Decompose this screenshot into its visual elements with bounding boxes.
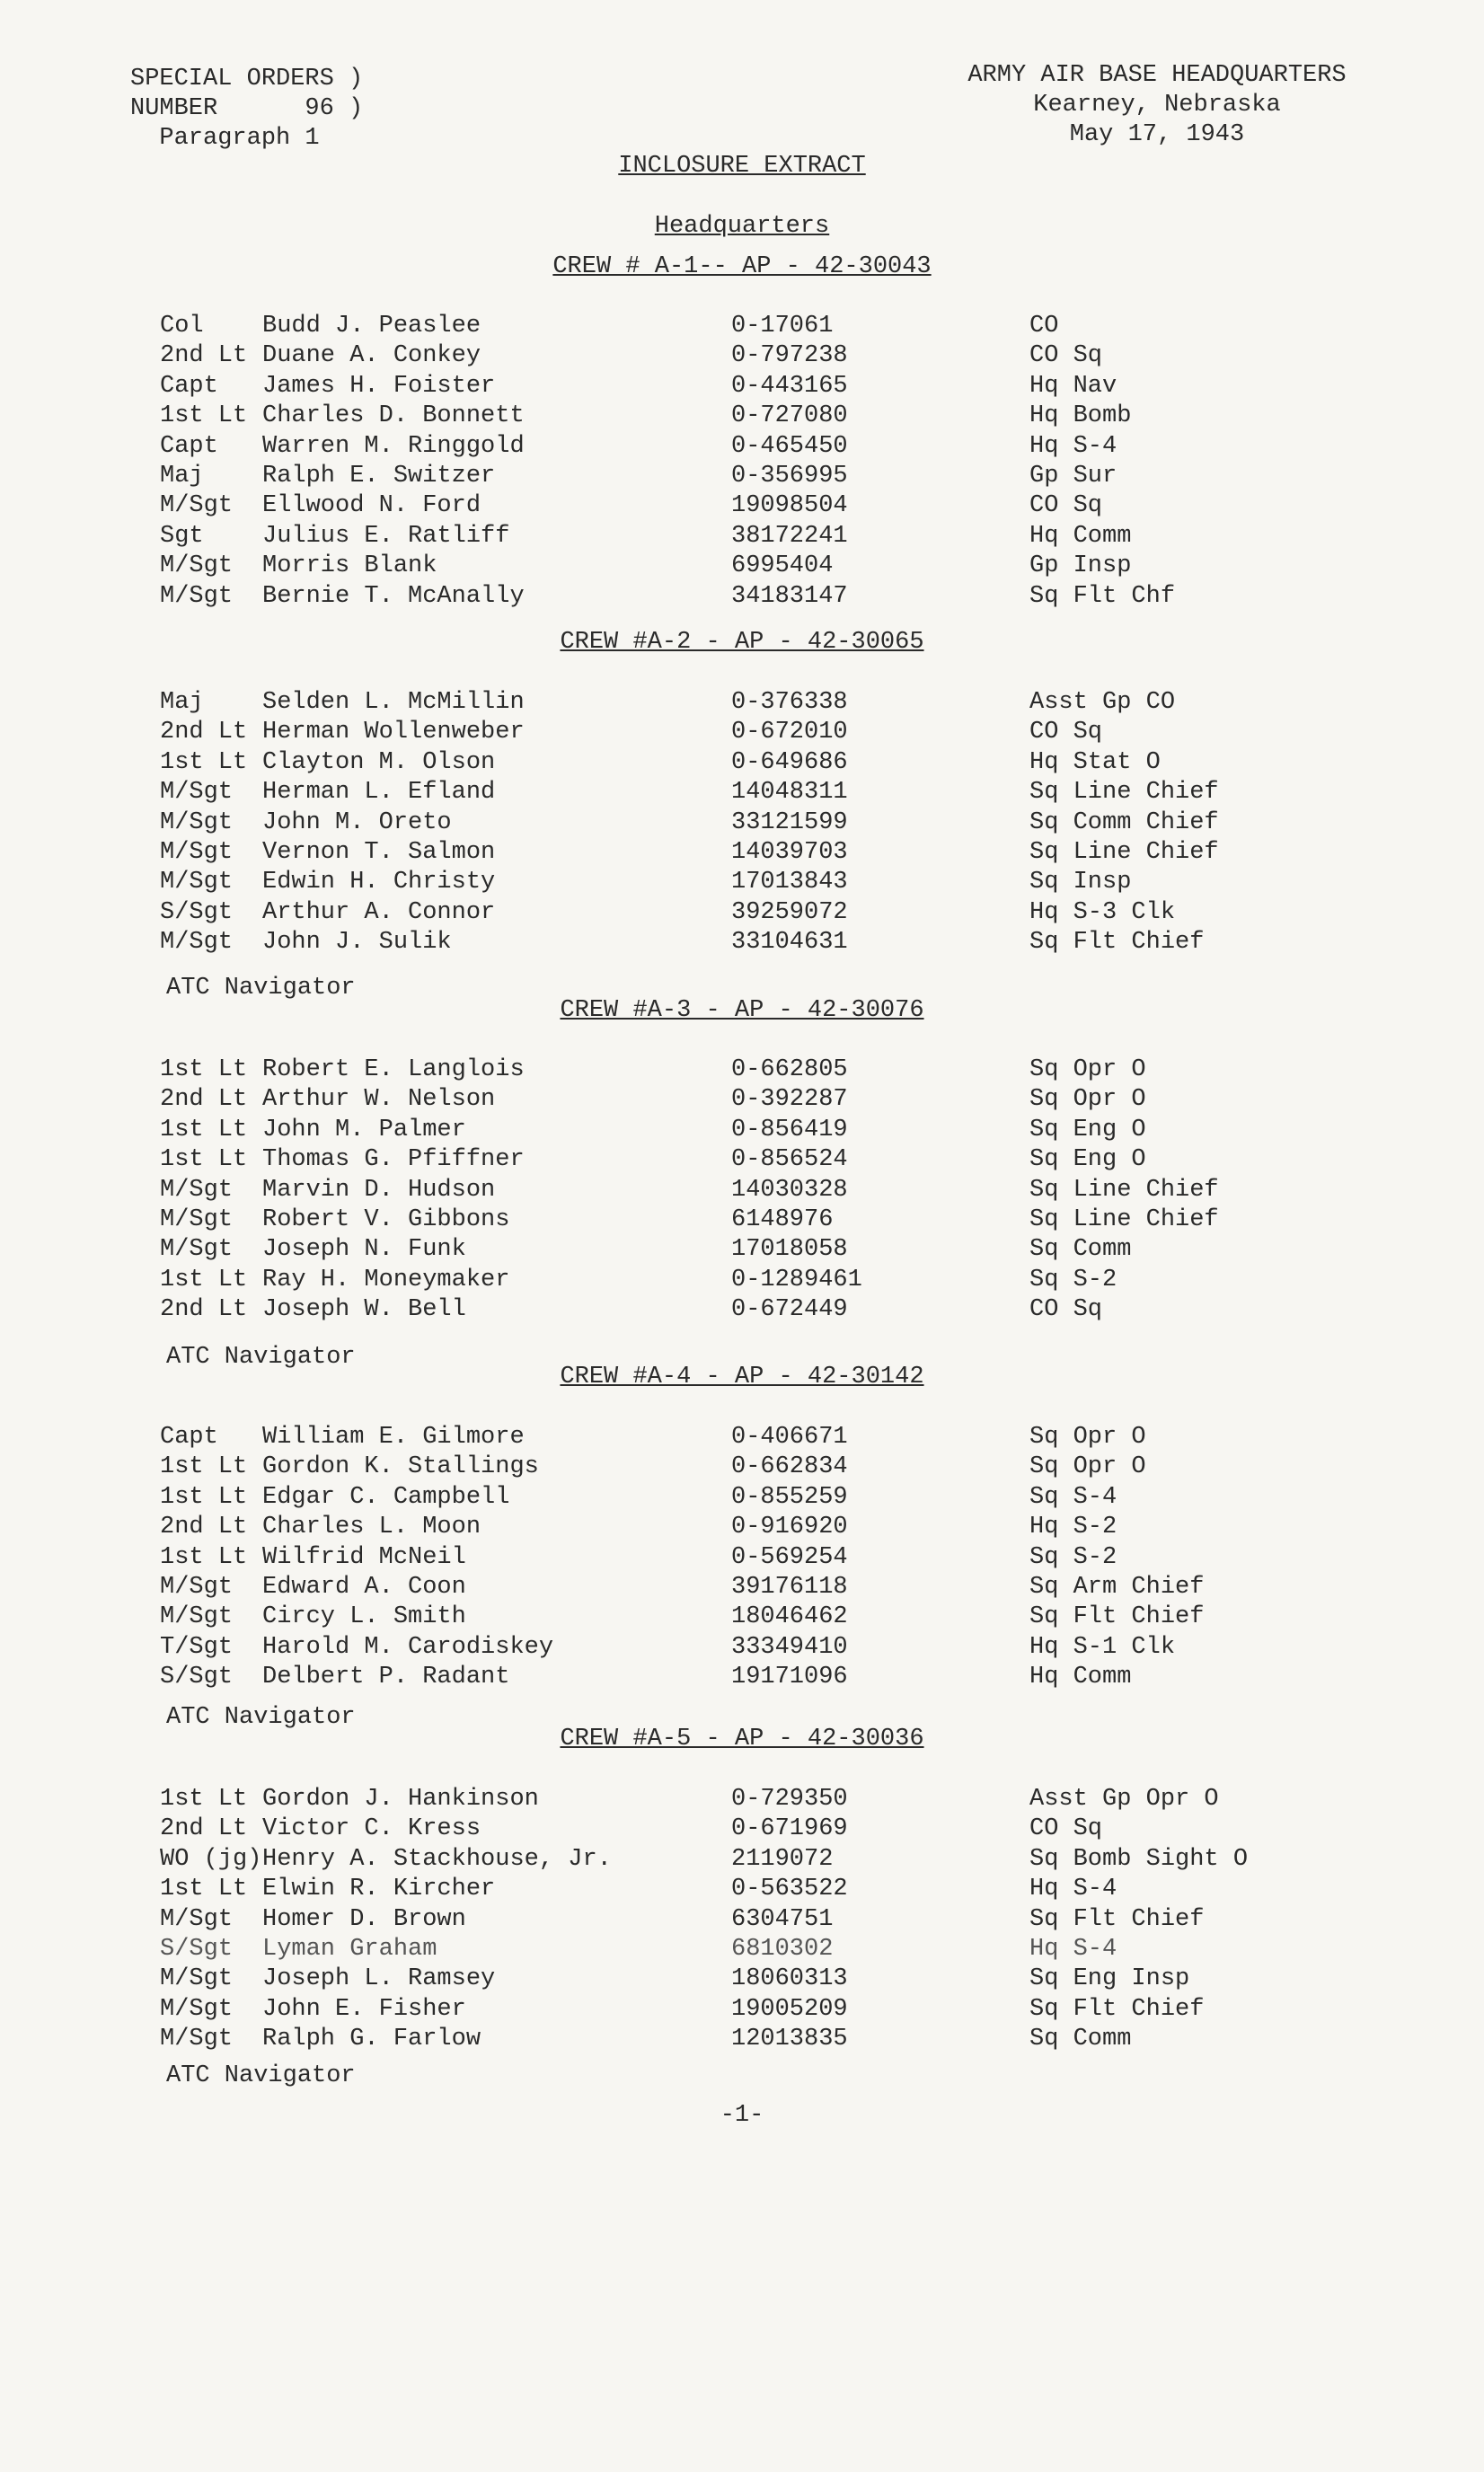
- member-assignment: Sq Flt Chief: [1029, 1995, 1205, 2023]
- crew-member-row: [0, 552, 1484, 581]
- member-rank: Sgt: [160, 522, 204, 550]
- member-rank: T/Sgt: [160, 1633, 234, 1661]
- member-assignment: Sq Opr O: [1029, 1086, 1146, 1114]
- header-right-line: Kearney, Nebraska: [1033, 92, 1281, 119]
- member-assignment: Hq S-4: [1029, 432, 1117, 460]
- member-assignment: CO Sq: [1029, 1296, 1103, 1324]
- member-name: Herman L. Efland: [262, 779, 496, 807]
- member-serial: 0-797238: [731, 342, 848, 370]
- member-assignment: Asst Gp Opr O: [1029, 1786, 1219, 1813]
- header-left-line: Paragraph 1: [130, 125, 320, 152]
- member-name: Morris Blank: [262, 552, 437, 580]
- member-assignment: Sq Flt Chief: [1029, 1905, 1205, 1933]
- member-serial: 0-392287: [731, 1086, 848, 1114]
- member-rank: 1st Lt: [160, 1786, 248, 1813]
- member-assignment: CO Sq: [1029, 342, 1103, 370]
- crew-member-row: [0, 1423, 1484, 1452]
- crew-member-row: [0, 1085, 1484, 1115]
- special-orders-header: [130, 65, 363, 154]
- member-name: Gordon J. Hankinson: [262, 1786, 539, 1813]
- member-serial: 0-649686: [731, 748, 848, 776]
- member-assignment: Asst Gp CO: [1029, 689, 1176, 716]
- crew-heading: CREW #A-4 - AP - 42-30142: [560, 1364, 924, 1390]
- crew-heading: CREW # A-1-- AP - 42-30043: [552, 253, 932, 280]
- crew-member-row: [0, 491, 1484, 521]
- member-rank: M/Sgt: [160, 808, 234, 836]
- member-serial: 18046462: [731, 1603, 848, 1631]
- crew-member-row: [0, 462, 1484, 491]
- member-rank: Maj: [160, 689, 204, 716]
- member-assignment: Hq Comm: [1029, 522, 1132, 550]
- member-assignment: Sq Arm Chief: [1029, 1573, 1205, 1601]
- crew-roster: [0, 312, 1484, 612]
- crew-member-row: [0, 1785, 1484, 1814]
- member-name: Arthur A. Connor: [262, 898, 496, 926]
- member-name: Gordon K. Stallings: [262, 1453, 539, 1481]
- member-serial: 0-563522: [731, 1876, 848, 1903]
- atc-navigator-note: ATC Navigator: [166, 1704, 356, 1731]
- crew-member-row: [0, 1663, 1484, 1692]
- member-rank: M/Sgt: [160, 492, 234, 520]
- member-rank: M/Sgt: [160, 582, 234, 610]
- member-assignment: Sq Opr O: [1029, 1424, 1146, 1451]
- member-rank: M/Sgt: [160, 1176, 234, 1204]
- member-name: John E. Fisher: [262, 1995, 466, 2023]
- member-serial: 0-1289461: [731, 1266, 862, 1293]
- member-serial: 0-376338: [731, 689, 848, 716]
- member-name: James H. Foister: [262, 372, 496, 400]
- member-name: Budd J. Peaslee: [262, 313, 481, 340]
- member-name: Herman Wollenweber: [262, 719, 525, 746]
- member-assignment: Hq Stat O: [1029, 748, 1161, 776]
- member-name: Ellwood N. Ford: [262, 492, 481, 520]
- member-assignment: Hq Nav: [1029, 372, 1117, 400]
- member-serial: 19005209: [731, 1995, 848, 2023]
- crew-member-row: [0, 1235, 1484, 1265]
- member-assignment: Hq Comm: [1029, 1664, 1132, 1691]
- crew-member-row: [0, 1266, 1484, 1295]
- member-rank: 2nd Lt: [160, 719, 248, 746]
- crew-member-row: [0, 312, 1484, 341]
- member-assignment: Sq Line Chief: [1029, 1205, 1219, 1233]
- atc-navigator-note: ATC Navigator: [166, 1344, 356, 1371]
- crew-member-row: [0, 1935, 1484, 1964]
- member-serial: 0-856419: [731, 1116, 848, 1143]
- member-serial: 0-727080: [731, 402, 848, 430]
- header-right-line: ARMY AIR BASE HEADQUARTERS: [967, 62, 1347, 89]
- member-assignment: Sq Line Chief: [1029, 1176, 1219, 1204]
- crew-roster: [0, 688, 1484, 958]
- member-name: Clayton M. Olson: [262, 748, 496, 776]
- member-assignment: Sq Flt Chf: [1029, 582, 1176, 610]
- crew-member-row: [0, 1573, 1484, 1602]
- member-serial: 33121599: [731, 808, 848, 836]
- member-serial: 2119072: [731, 1845, 834, 1873]
- crew-member-row: [0, 1814, 1484, 1844]
- member-name: Victor C. Kress: [262, 1815, 481, 1843]
- member-name: Marvin D. Hudson: [262, 1176, 496, 1204]
- member-assignment: Sq Bomb Sight O: [1029, 1845, 1249, 1873]
- member-rank: 2nd Lt: [160, 342, 248, 370]
- member-name: Selden L. McMillin: [262, 689, 525, 716]
- member-name: Duane A. Conkey: [262, 342, 481, 370]
- member-serial: 0-856524: [731, 1146, 848, 1174]
- document-subtitle: Headquarters: [654, 213, 830, 240]
- member-name: Circy L. Smith: [262, 1603, 466, 1631]
- member-serial: 6810302: [731, 1935, 834, 1963]
- member-rank: WO (jg): [160, 1845, 262, 1873]
- page-number: -1-: [720, 2102, 764, 2129]
- member-assignment: Hq S-3 Clk: [1029, 898, 1176, 926]
- crew-member-row: [0, 402, 1484, 431]
- member-assignment: Sq S-2: [1029, 1543, 1117, 1571]
- member-assignment: Sq Flt Chief: [1029, 929, 1205, 957]
- crew-member-row: [0, 341, 1484, 371]
- crew-member-row: [0, 1964, 1484, 1994]
- member-assignment: Sq Line Chief: [1029, 838, 1219, 866]
- member-serial: 0-672010: [731, 719, 848, 746]
- member-rank: M/Sgt: [160, 869, 234, 896]
- member-serial: 19171096: [731, 1664, 848, 1691]
- member-name: Charles L. Moon: [262, 1514, 481, 1541]
- member-serial: 14030328: [731, 1176, 848, 1204]
- member-assignment: Hq Bomb: [1029, 402, 1132, 430]
- member-assignment: Hq S-4: [1029, 1935, 1117, 1963]
- crew-heading: CREW #A-5 - AP - 42-30036: [560, 1726, 924, 1752]
- member-rank: 1st Lt: [160, 1453, 248, 1481]
- member-name: Lyman Graham: [262, 1935, 437, 1963]
- member-rank: M/Sgt: [160, 1965, 234, 1993]
- member-name: Robert V. Gibbons: [262, 1205, 510, 1233]
- member-name: Homer D. Brown: [262, 1905, 466, 1933]
- member-name: Joseph L. Ramsey: [262, 1965, 496, 1993]
- member-serial: 14039703: [731, 838, 848, 866]
- member-serial: 39176118: [731, 1573, 848, 1601]
- member-serial: 0-356995: [731, 462, 848, 490]
- member-name: Bernie T. McAnally: [262, 582, 525, 610]
- crew-member-row: [0, 1875, 1484, 1904]
- member-rank: M/Sgt: [160, 1573, 234, 1601]
- member-assignment: Sq S-2: [1029, 1266, 1117, 1293]
- crew-member-row: [0, 1845, 1484, 1875]
- crew-member-row: [0, 1543, 1484, 1573]
- member-name: Ralph G. Farlow: [262, 2026, 481, 2053]
- crew-member-row: [0, 838, 1484, 868]
- member-name: William E. Gilmore: [262, 1424, 525, 1451]
- member-name: Harold M. Carodiskey: [262, 1633, 554, 1661]
- member-assignment: Sq Opr O: [1029, 1453, 1146, 1481]
- member-rank: M/Sgt: [160, 1995, 234, 2023]
- member-serial: 12013835: [731, 2026, 848, 2053]
- member-serial: 6304751: [731, 1905, 834, 1933]
- member-serial: 19098504: [731, 492, 848, 520]
- headquarters-header: [950, 61, 1364, 150]
- member-rank: M/Sgt: [160, 779, 234, 807]
- member-rank: 2nd Lt: [160, 1815, 248, 1843]
- member-serial: 6995404: [731, 552, 834, 580]
- member-assignment: Sq Line Chief: [1029, 779, 1219, 807]
- header-right-line: May 17, 1943: [1069, 121, 1245, 148]
- member-assignment: Hq S-2: [1029, 1514, 1117, 1541]
- member-serial: 0-569254: [731, 1543, 848, 1571]
- member-serial: 33349410: [731, 1633, 848, 1661]
- member-assignment: CO Sq: [1029, 1815, 1103, 1843]
- crew-member-row: [0, 718, 1484, 747]
- member-rank: 1st Lt: [160, 748, 248, 776]
- crew-roster: [0, 1055, 1484, 1326]
- member-serial: 0-671969: [731, 1815, 848, 1843]
- member-rank: S/Sgt: [160, 898, 234, 926]
- member-assignment: Sq Insp: [1029, 869, 1132, 896]
- crew-member-row: [0, 928, 1484, 958]
- member-name: Wilfrid McNeil: [262, 1543, 466, 1571]
- member-serial: 0-729350: [731, 1786, 848, 1813]
- member-serial: 0-465450: [731, 432, 848, 460]
- crew-member-row: [0, 1513, 1484, 1542]
- member-serial: 39259072: [731, 898, 848, 926]
- member-rank: 1st Lt: [160, 1056, 248, 1083]
- member-assignment: Hq S-1 Clk: [1029, 1633, 1176, 1661]
- member-name: John M. Oreto: [262, 808, 452, 836]
- member-rank: Col: [160, 313, 204, 340]
- header-left-line: NUMBER 96 ): [130, 95, 364, 122]
- member-name: Delbert P. Radant: [262, 1664, 510, 1691]
- member-rank: 1st Lt: [160, 1543, 248, 1571]
- crew-member-row: [0, 1483, 1484, 1513]
- member-assignment: CO Sq: [1029, 719, 1103, 746]
- member-serial: 0-662805: [731, 1056, 848, 1083]
- member-assignment: Sq Eng Insp: [1029, 1965, 1190, 1993]
- member-serial: 0-17061: [731, 313, 834, 340]
- member-rank: M/Sgt: [160, 929, 234, 957]
- crew-member-row: [0, 1176, 1484, 1205]
- member-name: Edgar C. Campbell: [262, 1483, 510, 1511]
- crew-member-row: [0, 1205, 1484, 1235]
- crew-member-row: [0, 1116, 1484, 1145]
- member-rank: Capt: [160, 372, 218, 400]
- member-rank: S/Sgt: [160, 1664, 234, 1691]
- atc-navigator-note: ATC Navigator: [166, 975, 356, 1002]
- member-rank: M/Sgt: [160, 1603, 234, 1631]
- crew-member-row: [0, 2025, 1484, 2054]
- member-rank: Capt: [160, 432, 218, 460]
- member-rank: Maj: [160, 462, 204, 490]
- member-serial: 0-672449: [731, 1296, 848, 1324]
- member-assignment: CO Sq: [1029, 492, 1103, 520]
- member-assignment: Gp Sur: [1029, 462, 1117, 490]
- member-name: Edward A. Coon: [262, 1573, 466, 1601]
- member-serial: 14048311: [731, 779, 848, 807]
- member-assignment: Sq Comm: [1029, 2026, 1132, 2053]
- member-rank: 1st Lt: [160, 1876, 248, 1903]
- member-rank: 1st Lt: [160, 1146, 248, 1174]
- member-serial: 34183147: [731, 582, 848, 610]
- member-rank: 2nd Lt: [160, 1514, 248, 1541]
- member-rank: M/Sgt: [160, 1236, 234, 1264]
- member-rank: 1st Lt: [160, 1483, 248, 1511]
- member-serial: 0-406671: [731, 1424, 848, 1451]
- member-name: John J. Sulik: [262, 929, 452, 957]
- crew-member-row: [0, 748, 1484, 778]
- member-name: Elwin R. Kircher: [262, 1876, 496, 1903]
- member-name: John M. Palmer: [262, 1116, 466, 1143]
- member-serial: 0-855259: [731, 1483, 848, 1511]
- member-name: Joseph W. Bell: [262, 1296, 466, 1324]
- member-serial: 38172241: [731, 522, 848, 550]
- member-serial: 0-443165: [731, 372, 848, 400]
- member-rank: 2nd Lt: [160, 1296, 248, 1324]
- member-assignment: Sq Eng O: [1029, 1146, 1146, 1174]
- crew-member-row: [0, 432, 1484, 462]
- member-rank: 2nd Lt: [160, 1086, 248, 1114]
- member-assignment: CO: [1029, 313, 1059, 340]
- crew-roster: [0, 1785, 1484, 2055]
- document-title: INCLOSURE EXTRACT: [618, 153, 866, 180]
- member-serial: 0-916920: [731, 1514, 848, 1541]
- member-serial: 33104631: [731, 929, 848, 957]
- member-serial: 17013843: [731, 869, 848, 896]
- member-name: Ray H. Moneymaker: [262, 1266, 510, 1293]
- crew-member-row: [0, 1055, 1484, 1085]
- crew-member-row: [0, 688, 1484, 718]
- member-name: Vernon T. Salmon: [262, 838, 496, 866]
- crew-member-row: [0, 808, 1484, 838]
- crew-member-row: [0, 1602, 1484, 1632]
- member-assignment: Hq S-4: [1029, 1876, 1117, 1903]
- member-rank: 1st Lt: [160, 1116, 248, 1143]
- crew-member-row: [0, 898, 1484, 928]
- member-rank: 1st Lt: [160, 402, 248, 430]
- member-rank: M/Sgt: [160, 1205, 234, 1233]
- member-name: Warren M. Ringgold: [262, 432, 525, 460]
- atc-navigator-note: ATC Navigator: [166, 2062, 356, 2089]
- member-name: Edwin H. Christy: [262, 869, 496, 896]
- member-serial: 0-662834: [731, 1453, 848, 1481]
- crew-member-row: [0, 868, 1484, 897]
- header-left-line: SPECIAL ORDERS ): [130, 66, 364, 93]
- member-rank: M/Sgt: [160, 2026, 234, 2053]
- member-name: Robert E. Langlois: [262, 1056, 525, 1083]
- crew-member-row: [0, 522, 1484, 552]
- member-assignment: Sq Opr O: [1029, 1056, 1146, 1083]
- member-name: Arthur W. Nelson: [262, 1086, 496, 1114]
- crew-member-row: [0, 1145, 1484, 1175]
- crew-member-row: [0, 1995, 1484, 2025]
- member-serial: 18060313: [731, 1965, 848, 1993]
- member-serial: 6148976: [731, 1205, 834, 1233]
- crew-heading: CREW #A-3 - AP - 42-30076: [560, 997, 924, 1024]
- crew-member-row: [0, 1295, 1484, 1325]
- member-name: Ralph E. Switzer: [262, 462, 496, 490]
- crew-heading: CREW #A-2 - AP - 42-30065: [560, 629, 924, 656]
- member-assignment: Sq Comm Chief: [1029, 808, 1219, 836]
- member-assignment: Sq Comm: [1029, 1236, 1132, 1264]
- member-rank: Capt: [160, 1424, 218, 1451]
- crew-member-row: [0, 778, 1484, 808]
- member-assignment: Sq Flt Chief: [1029, 1603, 1205, 1631]
- member-serial: 17018058: [731, 1236, 848, 1264]
- member-rank: M/Sgt: [160, 1905, 234, 1933]
- member-assignment: Sq S-4: [1029, 1483, 1117, 1511]
- member-name: Charles D. Bonnett: [262, 402, 525, 430]
- crew-member-row: [0, 1633, 1484, 1663]
- member-name: Joseph N. Funk: [262, 1236, 466, 1264]
- member-name: Julius E. Ratliff: [262, 522, 510, 550]
- crew-member-row: [0, 1905, 1484, 1935]
- crew-roster: [0, 1423, 1484, 1693]
- member-name: Thomas G. Pfiffner: [262, 1146, 525, 1174]
- member-rank: M/Sgt: [160, 838, 234, 866]
- member-assignment: Gp Insp: [1029, 552, 1132, 580]
- crew-member-row: [0, 372, 1484, 402]
- crew-member-row: [0, 1452, 1484, 1482]
- member-assignment: Sq Eng O: [1029, 1116, 1146, 1143]
- member-rank: M/Sgt: [160, 552, 234, 580]
- member-name: Henry A. Stackhouse, Jr.: [262, 1845, 612, 1873]
- member-rank: S/Sgt: [160, 1935, 234, 1963]
- member-rank: 1st Lt: [160, 1266, 248, 1293]
- crew-member-row: [0, 582, 1484, 612]
